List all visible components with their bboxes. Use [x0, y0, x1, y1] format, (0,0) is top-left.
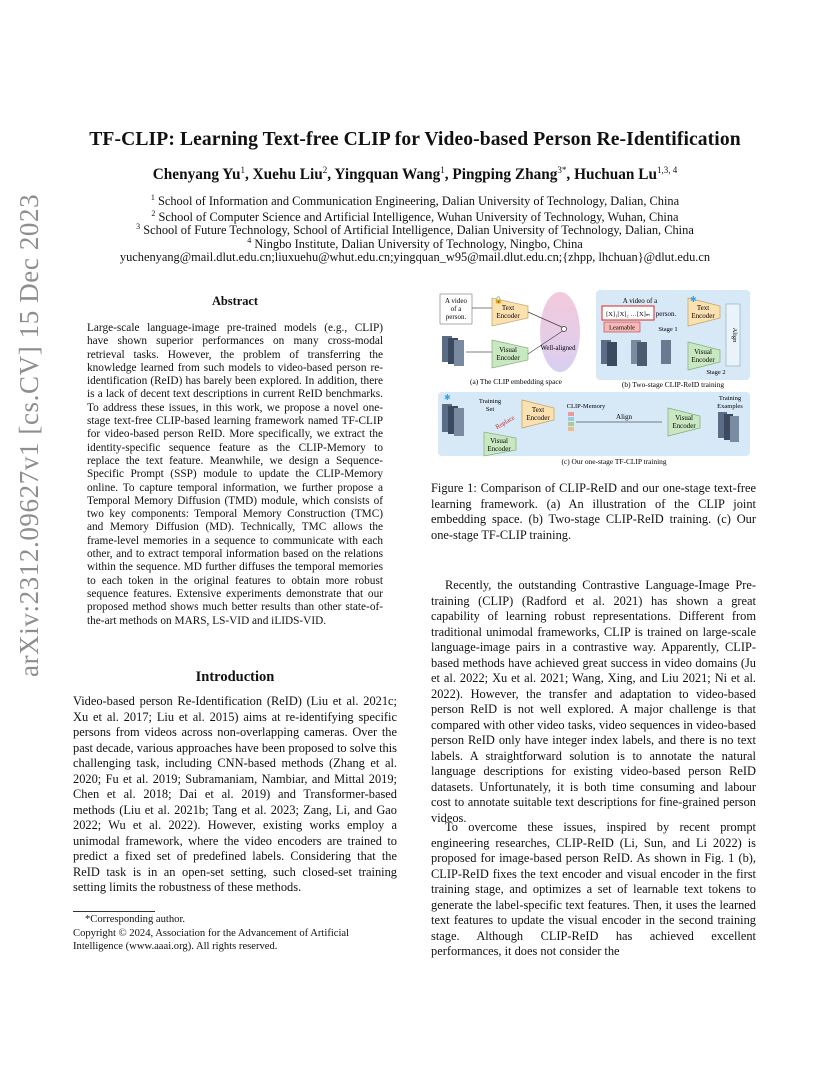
figure-1-caption: Figure 1: Comparison of CLIP-ReID and our one-stage text-free learning framework. (a) An illustration of the CLIP joint embedding space. (b) Two-stage CLIP-ReID training. (c) Our one-stage TF-CLIP training. [431, 481, 756, 542]
memory-slot-4 [568, 427, 574, 431]
text-encoder-a-label-2: Encoder [496, 312, 520, 320]
copyright-notice: Copyright © 2024, Association for the Advancement of Artificial Intelligence (www.aaai.org). All rights reserved. [73, 927, 350, 952]
visual-encoder-c-label-2: Encoder [487, 445, 511, 453]
right-paragraph-1: Recently, the outstanding Contrastive Language-Image Pre-training (CLIP) (Radford et al. 2021) has shown a great capability of learning robust representations. Different from traditional unimodal frameworks, CLIP is trained on large-scale language-image pairs in a contrastive way. Apparently, CLIP-based methods have achieved great success in video domains (Ju et al. 2022; Xu et al. 2021; Wang, Xing, and Liu 2021; Ni et al. 2022). However, the transfer and adaptation to video-based person ReID is not well explored. A major challenge is that compared with other video tasks, video sequences in video-based person ReID only have integer index labels, and there is no text labels. A straightforward solution is to annotate the natural language descriptions for existing video-based person ReID datasets. Unfortunately, it is both time consuming and labour cost to annotate suitable text descriptions for fine-grained person videos. [431, 578, 756, 825]
text-encoder-c-label-2: Encoder [526, 414, 550, 422]
training-examples-label-2: Examples [717, 403, 743, 410]
author-affiliation-marker: 1 [440, 165, 445, 175]
prompt-a-line-2: of a [450, 305, 462, 313]
memory-slot-2 [568, 417, 574, 421]
arxiv-identifier: arXiv:2312.09627v1 [cs.CV] 15 Dec 2023 [14, 193, 44, 677]
video-frame-a3 [454, 340, 464, 366]
stage-2-label: Stage 2 [706, 369, 726, 376]
caption-panel-a: (a) The CLIP embedding space [470, 377, 562, 386]
snowflake-icon-b: ✱ [690, 295, 697, 304]
video-frame-c3 [454, 408, 464, 436]
align-label-c: Align [616, 413, 632, 421]
author-name: Huchuan Lu [574, 166, 657, 184]
video-frame-b2 [607, 342, 617, 366]
corresponding-author-note: *Corresponding author. [85, 914, 186, 925]
introduction-heading: Introduction [195, 669, 275, 685]
abstract-text: Large-scale language-image pre-trained models (e.g., CLIP) have shown superior performances on many cross-modal retrieval tasks. However, the problem of transferring the knowledge learned from such models to video-based person re-identification (ReID) has barely been explored. In addition, there is a lack of decent text descriptions in current ReID benchmarks. To address these issues, in this work, we propose a novel one-stage text-free CLIP-based learning framework named TF-CLIP for video-based person ReID. More specifically, we extract the identity-specific sequence feature as the CLIP-Memory to replace the text feature. Meanwhile, we design a Sequence-Specific Prompt (SSP) module to update the CLIP-Memory online. To capture temporal information, we further propose a Temporal Memory Diffusion (TMD) module, which consists of two key components: Temporal Memory Construction (TMC) and Memory Diffusion (MD). Technically, TMC allows the frame-level memories in a sequence to communicate with each other, and to extract temporal information based on the relations within the sequence. MD further diffuses the temporal memories to each token in the original features to obtain more robust sequence features. Extensive experiments demonstrate that our proposed method shows much better results than other state-of-the-art methods on MARS, LS-VID and iLIDS-VID. [87, 322, 383, 627]
visual-encoder-a-label-2: Encoder [496, 354, 520, 362]
learnable-label: Learnable [609, 324, 635, 332]
author-name: Pingping Zhang [452, 166, 558, 184]
visual-encoder-c2-label-2: Encoder [672, 422, 696, 430]
clip-memory-label: CLIP-Memory [566, 403, 606, 410]
lock-icon-a: 🔒 [494, 296, 503, 304]
footnote-block [73, 913, 397, 954]
video-frame-c6 [730, 416, 739, 442]
figure-1-diagram [436, 288, 752, 470]
visual-encoder-a-label-1: Visual [499, 346, 517, 354]
author-affiliation-marker: 1,3, 4 [656, 165, 678, 175]
paper-title: TF-CLIP: Learning Text-free CLIP for Video-based Person Re-Identification [89, 129, 741, 150]
prompt-b-prefix: A video of a [622, 297, 658, 305]
text-encoder-b-label-1: Text [696, 304, 710, 312]
author-emails[interactable]: yuchenyang@mail.dlut.edu.cn;liuxuehu@whut.edu.cn;yingquan_w95@mail.dlut.edu.cn;{zhpp, lhchuan}@dlut.edu.cn [119, 250, 711, 264]
author-name: Xuehu Liu [252, 166, 323, 184]
author-affiliation-marker: 2 [322, 165, 328, 175]
author-name: Yingquan Wang [334, 166, 441, 184]
prompt-a-line-3: person. [445, 313, 467, 321]
visual-encoder-b-label-2: Encoder [691, 356, 715, 364]
training-set-label-2: Set [485, 406, 495, 413]
learnable-tokens: [X]₁[X]₂ …[X]ₘ [606, 311, 650, 318]
author-name: Chenyang Yu [152, 166, 241, 184]
footnote-divider [73, 911, 155, 912]
visual-encoder-b-label-1: Visual [694, 348, 712, 356]
figure-1 [436, 288, 752, 470]
training-examples-label-1: Training [718, 395, 742, 402]
visual-encoder-c2-label-1: Visual [675, 414, 693, 422]
video-frame-b5 [661, 340, 671, 364]
snowflake-icon-c: ✱ [444, 393, 451, 402]
author-affiliation-marker: 3* [557, 165, 567, 175]
prompt-a-line-1: A video [445, 297, 467, 305]
caption-panel-c: (c) Our one-stage TF-CLIP training [561, 457, 667, 466]
intro-paragraph-1: Video-based person Re-Identification (ReID) (Liu et al. 2021c; Xu et al. 2017; Liu et al. 2015) aims at re-identifying specific persons from videos across non-overlapping cameras. Over the past decade, various approaches have been proposed to solve this challenging task, including CNN-based methods (Zhang et al. 2020; Fu et al. 2019; Subramaniam, Nambiar, and Mittal 2019; Chen et al. 2018; Dai et al. 2019) and Transformer-based methods (Liu et al. 2021b; Tang et al. 2023; Zang, Li, and Gao 2022; Wu et al. 2022). However, existing works employ a unimodal framework, where the video encoders are trained to predict a fixed set of predefined labels. Considering that the ReID task is in an open-set setting, such closed-set training setting limits the robustness of these methods. [73, 694, 397, 894]
affiliation-3: $^3$ School of Future Technology, School of Artificial Intelligence, Dalian University of Technology, Dalian, China [136, 222, 694, 238]
training-set-label-1: Training [478, 398, 502, 405]
affiliation-4: $^4$ Ningbo Institute, Dalian University of Technology, Ningbo, China [247, 236, 583, 252]
text-encoder-a-label-1: Text [501, 304, 515, 312]
visual-encoder-c-label-1: Visual [490, 437, 508, 445]
well-aligned-label: Well-aligned [540, 345, 576, 352]
affiliation-2: $^2$ School of Computer Science and Artificial Intelligence, Wuhan University of Technology, Wuhan, China [151, 209, 679, 225]
memory-slot-1 [568, 412, 574, 416]
text-encoder-c-label-1: Text [531, 406, 545, 414]
video-frame-b4 [637, 342, 647, 366]
prompt-b-suffix: person. [655, 310, 677, 318]
author-list: Chenyang Yu$^1$, Xuehu Liu$^2$, Yingquan Wang$^1$, Pingping Zhang$^{3*}$, Huchuan Lu$^{1,3, 4}$ [152, 165, 678, 184]
aligned-point [562, 327, 567, 332]
embedding-space-a [540, 292, 580, 372]
memory-slot-3 [568, 422, 574, 426]
stage-1-label: Stage 1 [658, 326, 678, 333]
author-affiliation-marker: 1 [240, 165, 245, 175]
align-label-b: Align [731, 327, 738, 343]
abstract-heading: Abstract [211, 294, 259, 308]
caption-panel-b: (b) Two-stage CLIP-ReID training [621, 380, 725, 389]
replace-label: Replace [494, 414, 517, 431]
affiliation-1: $^1$ School of Information and Communication Engineering, Dalian University of Technology, Dalian, China [150, 193, 680, 209]
right-paragraph-2: To overcome these issues, inspired by recent prompt engineering researches, CLIP-ReID (Li, Sun, and Li 2022) is proposed for image-based person ReID. As shown in Fig. 1 (b), CLIP-ReID fixes the text encoder and visual encoder in the first training stage, and optimizes a set of learnable text tokens to generate the label-specific text features. Then, it uses the learned text features to update the visual encoder in the second training stage. Although CLIP-ReID has achieved excellent performances, it does not consider the [431, 820, 756, 958]
text-encoder-b-label-2: Encoder [691, 312, 715, 320]
